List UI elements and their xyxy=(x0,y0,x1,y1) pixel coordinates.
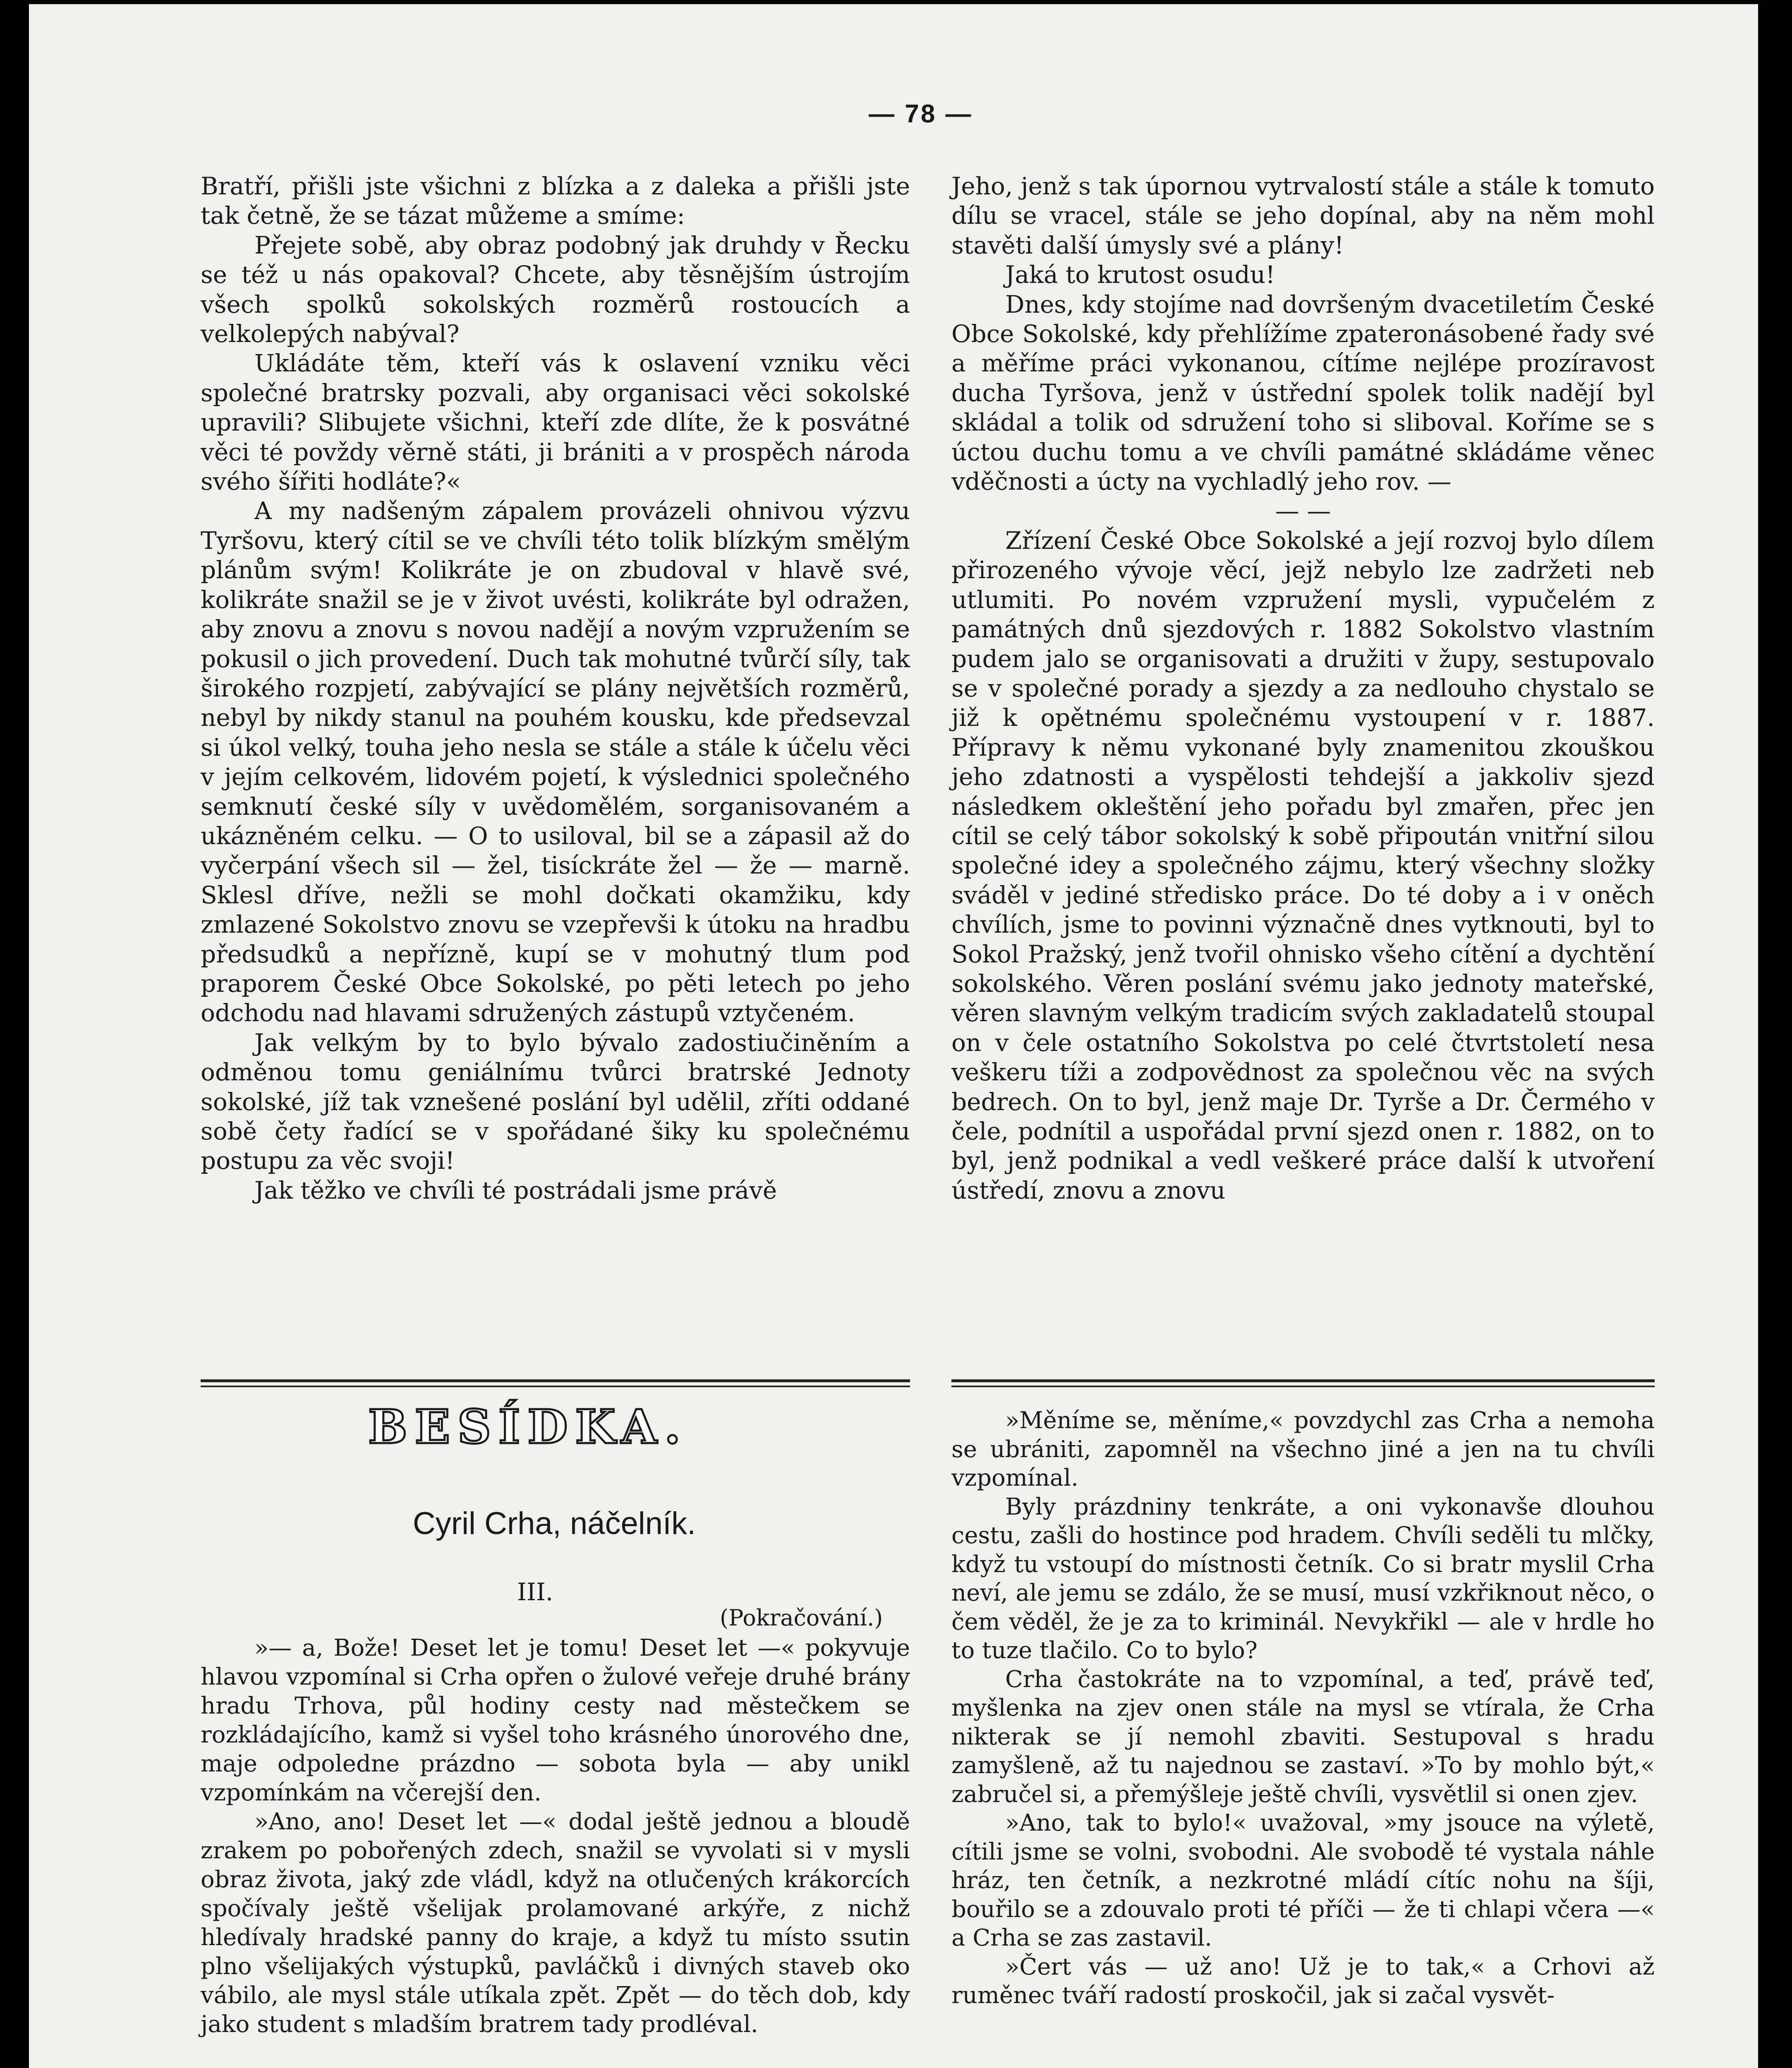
paragraph: »— a, Bože! Deset let je tomu! Deset let —« pokyvuje hlavou vzpomínal si Crha opřen o žulové veřeje druhé brány hradu Trhova, půl hodiny cesty nad městečkem se rozkládajícího, kamž si vyšel toho krásného únorového dne, maje odpoledne prázdno — sobota byla — aby unikl vzpomínkám na včerejší den. xyxy=(201,1635,910,1806)
paragraph: Jak těžko ve chvíli té postrádali jsme právě xyxy=(254,1176,777,1204)
paragraph: Crha častokráte na to vzpomínal, a teď, právě teď, myšlenka na zjev onen stále na mysl se vtírala, že Crha nikterak se jí nemohl zbaviti. Sestupoval s hradu zamyšleně, až tu najednou se zastaví. »To by mohlo být,« zabručel si, a přemýšleje ještě chvíli, vysvětlil si onen zjev. xyxy=(951,1666,1655,1808)
feuilleton-column-left xyxy=(201,1634,910,2039)
paragraph: Bratří, přišli jste všichni z blízka a z daleka a přišli jste tak četně, že se tázat můžeme a smíme: xyxy=(201,172,910,230)
section-divider xyxy=(951,1386,1655,1387)
page-number: — 78 — xyxy=(869,100,973,128)
paragraph: »Ano, ano! Deset let —« dodal ještě jednou a bloudě zrakem po pobořených zdech, snažil se vyvolati si v mysli obraz života, jaký zde vládl, když na otlučených krákorcích spočívaly ještě všelijak prolamované arkýře, z nichž hledívaly hradské panny do kraje, a když tu místo ssutin plno všelijakých výstupků, pavláčků i divných staveb oko vábilo, ale mysl stále utíkala zpět. Zpět — do těch dob, kdy jako student s mladším bratrem tady prodléval. xyxy=(201,1808,910,2038)
paragraph: »Měníme se, měníme,« povzdychl zas Crha a nemoha se ubrániti, zapomněl na všechno jiné a jen na tu chvíli vzpomínal. xyxy=(951,1407,1655,1491)
section-divider xyxy=(201,1379,910,1382)
paragraph: »Čert vás — už ano! Už je to tak,« a Crhovi až ruměnec tváří radostí proskočil, jak si začal vysvět- xyxy=(951,1953,1655,2009)
paragraph: Přejete sobě, aby obraz podobný jak druhdy v Řecku se též u nás opakoval? Chcete, aby těsnějším ústrojím všech spolků sokolských rozměrů rostoucích a velkolepých nabýval? xyxy=(201,231,910,348)
continuation-note: (Pokračování.) xyxy=(720,1605,883,1631)
paragraph: Jak velkým by to bylo bývalo zadostiučiněním a odměnou tomu geniálnímu tvůrci bratrské Jednoty sokolské, jíž tak vznešené poslání byl udělil, zříti oddané sobě čety řadící se v spořádané šiky ku společnému postupu za věc svoji! xyxy=(201,1028,910,1175)
paragraph: Jaká to krutost osudu! xyxy=(1005,261,1275,289)
article-column-left xyxy=(201,172,910,1205)
paragraph: A my nadšeným zápalem provázeli ohnivou výzvu Tyršovu, který cítil se ve chvíli této tolik blízkým smělým plánům svým! Kolikráte je on zbudoval v hlavě své, kolikráte snažil se je v život uvésti, kolikráte byl odražen, aby znovu a znovu s novou nadějí a novým vzpružením se pokusil o jich provedení. Duch tak mohutné tvůrčí síly, tak širokého rozpjetí, zabývající se plány největších rozměrů, nebyl by nikdy stanul na pouhém kousku, kde předsevzal si úkol velký, touha jeho nesla se stále a stále k účelu věci v jejím celkovém, lidovém pojetí, k výslednici společného semknutí české síly v uvědomělém, sorganisovaném a ukázněném celku. — O to usiloval, bil se a zápasil až do vyčerpání všech sil — žel, tisíckráte žel — že — marně. Sklesl dříve, nežli se mohl dočkati okamžiku, kdy zmlazené Sokolstvo znovu se vzepřevši k útoku na hradbu předsudků a nepřízně, kupí se v mohutný tlum pod praporem České Obce Sokolské, po pěti letech po jeho odchodu nad hlavami sdružených zástupů vztyčeném. xyxy=(201,497,910,1027)
section-dashes: — — xyxy=(1275,497,1331,525)
article-column-right xyxy=(951,172,1655,1205)
section-divider xyxy=(201,1386,910,1387)
story-title: Cyril Crha, náčelník. xyxy=(412,1506,696,1541)
section-divider xyxy=(951,1379,1655,1382)
paragraph: Zřízení České Obce Sokolské a její rozvoj bylo dílem přirozeného vývoje věcí, jejž nebylo lze zadržeti neb utlumiti. Po novém vzpružení mysli, vypučelém z památných dnů sjezdových r. 1882 Sokolstvo vlastním pudem jalo se organisovati a družiti v župy, sestupovalo se v společné porady a sjezdy a za nedlouho chystalo se již k opětnému společnému vystoupení v r. 1887. Přípravy k němu vykonané byly znamenitou zkouškou jeho zdatnosti a vyspělosti tehdejší a jakkoliv sjezd následkem okleštění jeho pořadu byl zmařen, přec jen cítil se celý tábor sokolský k sobě připoután vnitřní silou společné idey a společného zájmu, který všechny složky sváděl v jediné středisko práce. Do té doby a i v oněch chvílích, jsme to povinni význačně dnes vytknouti, byl to Sokol Pražský, jenž tvořil ohnisko všeho cítění a dychtění sokolského. Věren poslání svému jako jednoty mateřské, věren slavným velkým tradicím svých zakladatelů stoupal on v čele ostatního Sokolstva po celé čtvrtstoletí nesa veškeru tíži a zodpovědnost za společnou věc na svých bedrech. On to byl, jenž maje Dr. Tyrše a Dr. Čermého v čele, podnítil a uspořádal první sjezd onen r. 1882, on to byl, jenž podnikal a vedl veškeré práce další k utvoření ústředí, znovu a znovu xyxy=(951,526,1655,1204)
paragraph: »Ano, tak to bylo!« uvažoval, »my jsouce na výletě, cítili jsme se volni, svobodni. Ale svobodě té vystala náhle hráz, ten četník, a nezkrotné mládí cítíc nohu na šíji, bouřilo se a zdouvalo proti té příči — že ti chlapi včera —« a Crha se zas zastavil. xyxy=(951,1810,1655,1951)
chapter-number: III. xyxy=(517,1578,553,1606)
paragraph: Dnes, kdy stojíme nad dovršeným dvacetiletím České Obce Sokolské, kdy přehlížíme zpateronásobené řady své a měříme práci vykonanou, cítíme nejlépe prozíravost ducha Tyršova, jenž v ústřední spolek tolik nadějí byl skládal a tolik od sdružení toho si sliboval. Koříme se s úctou duchu tomu a ve chvíli památné skládáme věnec vděčnosti a úcty na vychladlý jeho rov. — xyxy=(951,290,1655,496)
paragraph: Ukládáte těm, kteří vás k oslavení vzniku věci společné bratrsky pozvali, aby organisaci věci sokolské upravili? Slibujete všichni, kteří zde dlíte, že k posvátné věci té povždy věrně státi, ji brániti a v prospěch národa svého šířiti hodláte?« xyxy=(201,349,910,496)
feuilleton-column-right xyxy=(951,1406,1655,2010)
paragraph: Jeho, jenž s tak úpornou vytrvalostí stále a stále k tomuto dílu se vracel, stále se jeho dopínal, aby na něm mohl stavěti další úmysly své a plány! xyxy=(951,172,1655,259)
paragraph: Byly prázdniny tenkráte, a oni vykonavše dlouhou cestu, zašli do hostince pod hradem. Chvíli seděli tu mlčky, když tu vstoupí do místnosti četník. Co si bratr myslil Crha neví, ale jemu se zdálo, že se musí, musí vzkřiknout něco, o čem věděl, že je za to kriminál. Nevykřikl — ale v hrdle ho to tuze tlačilo. Co to bylo? xyxy=(951,1493,1655,1664)
feuilleton-heading: BESÍDKA. xyxy=(368,1400,688,1454)
